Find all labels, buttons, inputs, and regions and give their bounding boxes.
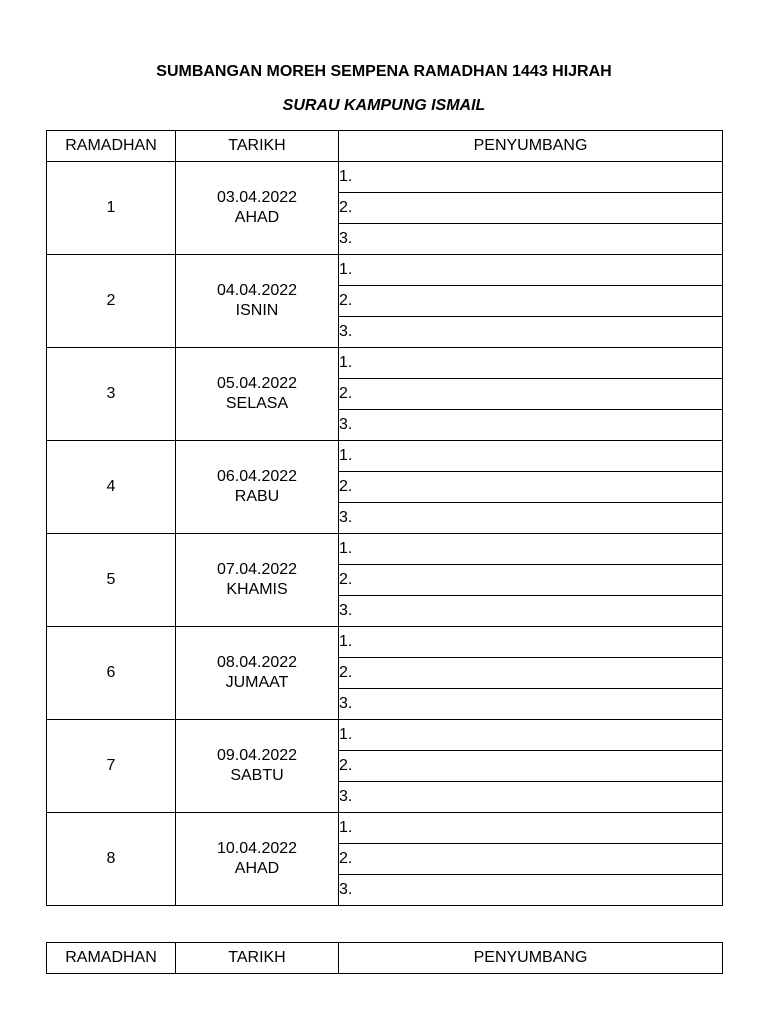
contributor-slot[interactable]: 2.: [339, 472, 723, 503]
contributor-slot[interactable]: 3.: [339, 689, 723, 720]
date-text: 10.04.2022: [216, 840, 298, 857]
date-cell: [176, 348, 339, 441]
ramadhan-day-cell: 4: [47, 441, 176, 534]
contributor-slot[interactable]: 3.: [339, 596, 723, 627]
contributor-slot[interactable]: 1.: [339, 441, 723, 472]
date-text: 04.04.2022: [216, 282, 298, 299]
ramadhan-day-cell: 6: [47, 627, 176, 720]
contributor-slot[interactable]: 2.: [339, 751, 723, 782]
contributor-slot[interactable]: 3.: [339, 410, 723, 441]
table-row: [47, 441, 723, 472]
date-text: 08.04.2022: [216, 654, 298, 671]
donation-table-continued: [46, 942, 723, 974]
contributor-slot[interactable]: 3.: [339, 317, 723, 348]
header-penyumbang: PENYUMBANG: [339, 131, 723, 162]
date-cell: [176, 813, 339, 906]
document-subtitle: SURAU KAMPUNG ISMAIL: [282, 97, 486, 114]
contributor-slot[interactable]: 3.: [339, 875, 723, 906]
date-text: 06.04.2022: [216, 468, 298, 485]
contributor-slot[interactable]: 2.: [339, 658, 723, 689]
table-header-row: [47, 131, 723, 162]
weekday-text: AHAD: [234, 209, 280, 226]
weekday-text: AHAD: [234, 860, 280, 877]
table-row: [47, 255, 723, 286]
weekday-text: JUMAAT: [225, 674, 289, 691]
table-row: [47, 348, 723, 379]
header-ramadhan: RAMADHAN: [47, 131, 176, 162]
ramadhan-day-cell: 7: [47, 720, 176, 813]
contributor-slot[interactable]: 3.: [339, 782, 723, 813]
contributor-slot[interactable]: 3.: [339, 224, 723, 255]
table-row: [47, 162, 723, 193]
header-tarikh: TARIKH: [176, 131, 339, 162]
date-cell: [176, 627, 339, 720]
weekday-text: SABTU: [230, 767, 284, 784]
contributor-slot[interactable]: 1.: [339, 162, 723, 193]
header-tarikh: TARIKH: [176, 943, 339, 974]
header-penyumbang: PENYUMBANG: [339, 943, 723, 974]
table-row: [47, 813, 723, 844]
weekday-text: SELASA: [225, 395, 289, 412]
contributor-slot[interactable]: 1.: [339, 627, 723, 658]
donation-table: [46, 130, 723, 906]
table-header-row: [47, 943, 723, 974]
contributor-slot[interactable]: 2.: [339, 193, 723, 224]
ramadhan-day-cell: 2: [47, 255, 176, 348]
date-cell: [176, 441, 339, 534]
table-row: [47, 627, 723, 658]
contributor-slot[interactable]: 1.: [339, 348, 723, 379]
ramadhan-day-cell: 1: [47, 162, 176, 255]
contributor-slot[interactable]: 2.: [339, 844, 723, 875]
contributor-slot[interactable]: 2.: [339, 286, 723, 317]
date-text: 09.04.2022: [216, 747, 298, 764]
date-cell: [176, 720, 339, 813]
weekday-text: RABU: [234, 488, 280, 505]
date-text: 05.04.2022: [216, 375, 298, 392]
weekday-text: KHAMIS: [226, 581, 288, 598]
date-text: 07.04.2022: [216, 561, 298, 578]
date-cell: [176, 534, 339, 627]
table-row: [47, 720, 723, 751]
contributor-slot[interactable]: 2.: [339, 565, 723, 596]
header-ramadhan: RAMADHAN: [47, 943, 176, 974]
date-cell: [176, 255, 339, 348]
date-text: 03.04.2022: [216, 189, 298, 206]
contributor-slot[interactable]: 1.: [339, 534, 723, 565]
contributor-slot[interactable]: 1.: [339, 255, 723, 286]
ramadhan-day-cell: 3: [47, 348, 176, 441]
ramadhan-day-cell: 8: [47, 813, 176, 906]
table-row: [47, 534, 723, 565]
contributor-slot[interactable]: 1.: [339, 813, 723, 844]
contributor-slot[interactable]: 2.: [339, 379, 723, 410]
ramadhan-day-cell: 5: [47, 534, 176, 627]
date-cell: [176, 162, 339, 255]
document-title: SUMBANGAN MOREH SEMPENA RAMADHAN 1443 HIJRAH: [156, 63, 612, 80]
weekday-text: ISNIN: [235, 302, 279, 319]
contributor-slot[interactable]: 3.: [339, 503, 723, 534]
contributor-slot[interactable]: 1.: [339, 720, 723, 751]
